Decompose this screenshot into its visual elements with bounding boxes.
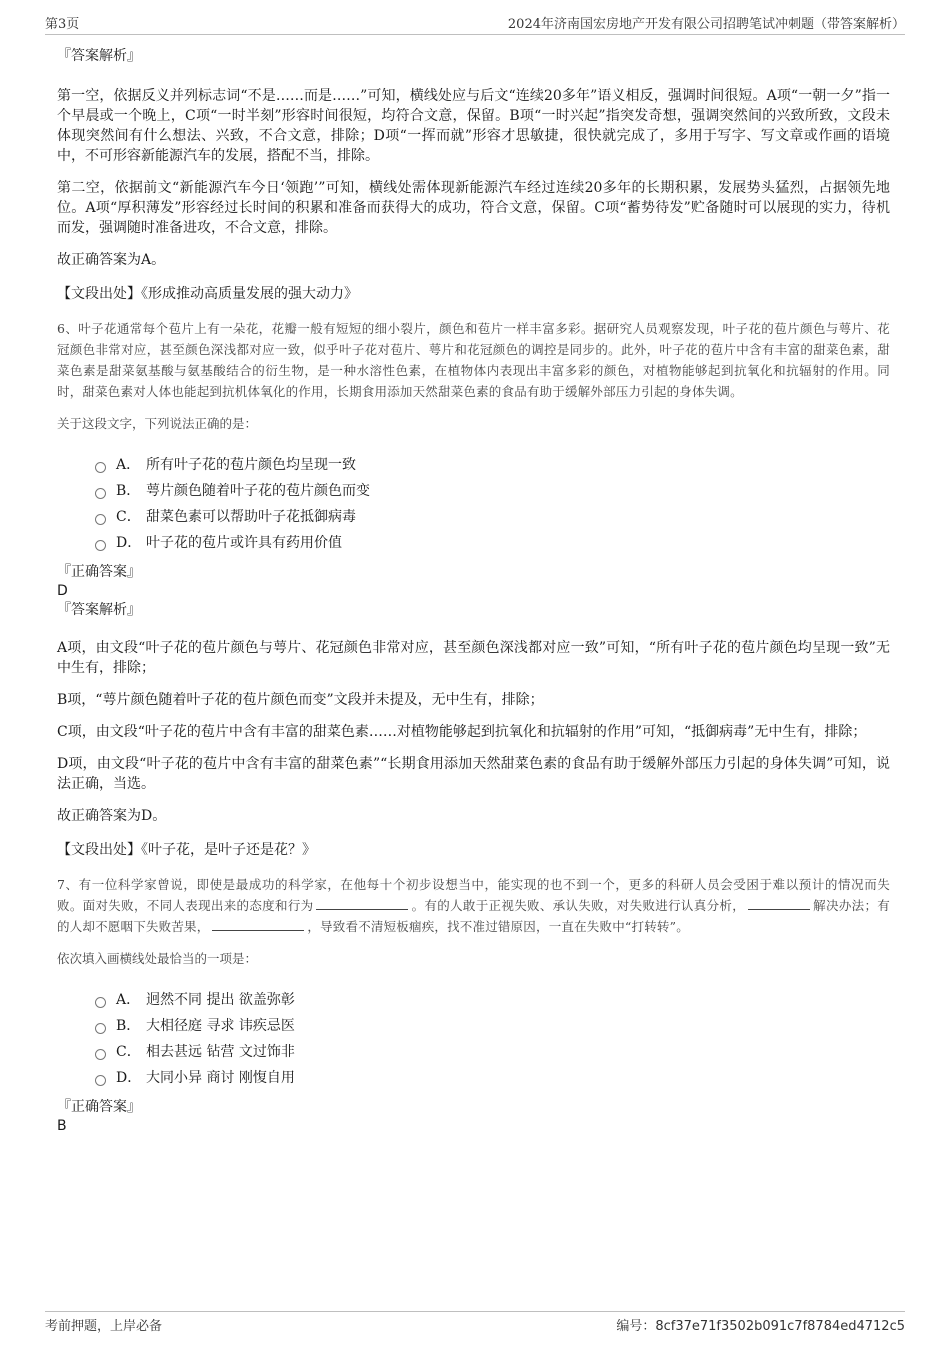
analysis-paragraph: D项，由文段“叶子花的苞片中含有丰富的甜菜色素”“长期食用添加天然甜菜色素的食品有助于缓解外部压力引起的身体失调”可知，说法正确，当选。 bbox=[57, 756, 890, 792]
page-header bbox=[45, 12, 905, 35]
correct-answer: B bbox=[57, 1118, 67, 1134]
option-item[interactable] bbox=[95, 452, 890, 478]
radio-button[interactable] bbox=[95, 462, 106, 473]
option-letter: D． bbox=[116, 1070, 142, 1086]
option-item[interactable] bbox=[95, 530, 890, 556]
option-item[interactable] bbox=[95, 504, 890, 530]
option-letter: B． bbox=[116, 483, 141, 499]
radio-button[interactable] bbox=[95, 540, 106, 551]
question-prompt: 关于这段文字，下列说法正确的是： bbox=[57, 416, 258, 431]
document-title: 2024年济南国宏房地产开发有限公司招聘笔试冲刺题（带答案解析） bbox=[507, 17, 905, 32]
radio-button[interactable] bbox=[95, 1023, 106, 1034]
option-letter: C． bbox=[116, 1044, 141, 1060]
fill-blank bbox=[748, 895, 810, 910]
fill-blank bbox=[212, 916, 304, 931]
option-text: 大同小异 商讨 刚愎自用 bbox=[146, 1070, 295, 1086]
option-text: 相去甚远 钻营 文过饰非 bbox=[146, 1044, 295, 1060]
analysis-paragraph: A项，由文段“叶子花的苞片颜色与萼片、花冠颜色非常对应，甚至颜色深浅都对应一致”可知，“所有叶子花的苞片颜色均呈现一致”无中生有，排除； bbox=[57, 640, 890, 676]
radio-button[interactable] bbox=[95, 1075, 106, 1086]
answer-label: 『正确答案』 bbox=[57, 1099, 141, 1115]
page-content bbox=[57, 46, 890, 1135]
option-item[interactable] bbox=[95, 1013, 890, 1039]
source-citation: 【文段出处】《叶子花，是叶子还是花？》 bbox=[57, 842, 316, 858]
answer-label: 『正确答案』 bbox=[57, 564, 141, 580]
radio-button[interactable] bbox=[95, 1049, 106, 1060]
option-item[interactable] bbox=[95, 1065, 890, 1091]
code-value: 8cf37e71f3502b091c7f8784ed4712c5 bbox=[655, 1319, 905, 1334]
option-letter: C． bbox=[116, 509, 141, 525]
option-list bbox=[95, 452, 890, 556]
analysis-label: 『答案解析』 bbox=[57, 48, 141, 64]
question-text: 6、叶子花通常每个苞片上有一朵花，花瓣一般有短短的细小裂片，颜色和苞片一样丰富多彩。据研究人员观察发现，叶子花的苞片颜色与萼片、花冠颜色非常对应，甚至颜色深浅都对应一致，似乎叶子花对苞片、萼片和花冠颜色的调控是同步的。此外，叶子花的苞片中含有丰富的甜菜色素，甜菜色素是甜菜氨基酸与氨基酸结合的衍生物，是一种水溶性色素，在植物体内表现出丰富多彩的颜色，对植物能够起到抗氧化和抗辐射的作用。同时，甜菜色素对人体也能起到抗机体氧化的作用，长期食用添加天然甜菜色素的食品有助于缓解外部压力引起的身体失调。 bbox=[57, 321, 890, 399]
analysis-paragraph: B项，“萼片颜色随着叶子花的苞片颜色而变”文段并未提及，无中生有，排除； bbox=[57, 692, 544, 708]
question-prompt: 依次填入画横线处最恰当的一项是： bbox=[57, 951, 258, 966]
radio-button[interactable] bbox=[95, 997, 106, 1008]
option-text: 叶子花的苞片或许具有药用价值 bbox=[146, 535, 342, 551]
option-text: 大相径庭 寻求 讳疾忌医 bbox=[146, 1018, 295, 1034]
conclusion: 故正确答案为D。 bbox=[57, 808, 167, 824]
source-citation: 【文段出处】《形成推动高质量发展的强大动力》 bbox=[57, 286, 358, 302]
question-text-part: 7、有一位科学家曾说，即使是最成功的科学家，在他每十个初步设想当中，能实现的也不到一个，更多的科研人员会受困于难以预计的情况而失败。面对失败，不同人表现出来的态度和行为 bbox=[57, 877, 890, 913]
fill-blank bbox=[316, 895, 408, 910]
analysis-paragraph: 第一空，依据反义并列标志词“不是……而是……”可知，横线处应与后文“连续20多年”语义相反，强调时间很短。A项“一朝一夕”指一个早晨或一个晚上，C项“一时半刻”形容时间很短，均符合文意，保留。B项“一时兴起”指突发奇想，强调突然间的兴致所致，文段未体现突然间有什么想法、兴致，不合文意，排除；D项“一挥而就”形容才思敏捷，很快就完成了，多用于写字、写文章或作画的语境中，不可形容新能源汽车的发展，搭配不当，排除。 bbox=[57, 88, 890, 164]
option-letter: D． bbox=[116, 535, 142, 551]
option-item[interactable] bbox=[95, 1039, 890, 1065]
option-letter: A． bbox=[116, 457, 141, 473]
option-letter: B． bbox=[116, 1018, 141, 1034]
analysis-paragraph: C项，由文段“叶子花的苞片中含有丰富的甜菜色素……对植物能够起到抗氧化和抗辐射的作用”可知，“抵御病毒”无中生有，排除； bbox=[57, 724, 867, 740]
option-letter: A． bbox=[116, 992, 141, 1008]
radio-button[interactable] bbox=[95, 514, 106, 525]
option-text: 萼片颜色随着叶子花的苞片颜色而变 bbox=[146, 483, 370, 499]
radio-button[interactable] bbox=[95, 488, 106, 499]
option-item[interactable] bbox=[95, 478, 890, 504]
question-text bbox=[57, 874, 890, 937]
option-text: 甜菜色素可以帮助叶子花抵御病毒 bbox=[146, 509, 356, 525]
document-code bbox=[616, 1315, 905, 1334]
question-text-part: ，导致看不清短板痼疾，找不准过错原因，一直在失败中“打转转”。 bbox=[307, 919, 689, 934]
analysis-label: 『答案解析』 bbox=[57, 602, 141, 618]
page-number: 第3页 bbox=[45, 17, 80, 32]
code-label: 编号： bbox=[616, 1319, 656, 1334]
option-list bbox=[95, 987, 890, 1091]
option-text: 所有叶子花的苞片颜色均呈现一致 bbox=[146, 457, 356, 473]
option-text: 迥然不同 提出 欲盖弥彰 bbox=[146, 992, 295, 1008]
conclusion: 故正确答案为A。 bbox=[57, 252, 166, 268]
footer-slogan: 考前押题，上岸必备 bbox=[45, 1319, 163, 1334]
option-item[interactable] bbox=[95, 987, 890, 1013]
page-footer bbox=[45, 1311, 905, 1334]
question-text-part: 。有的人敢于正视失败、承认失败，对失败进行认真分析， bbox=[411, 898, 746, 913]
correct-answer: D bbox=[57, 583, 68, 599]
question-text-part: 解决办法；有的人却不愿咽下失败苦果， bbox=[57, 898, 890, 934]
analysis-paragraph: 第二空，依据前文“新能源汽车今日‘领跑’”可知，横线处需体现新能源汽车经过连续20多年的长期积累，发展势头猛烈，占据领先地位。A项“厚积薄发”形容经过长时间的积累和准备而获得大的成功，符合文意，保留。C项“蓄势待发”贮备随时可以展现的实力，待机而发，强调随时准备进攻，不合文意，排除。 bbox=[57, 180, 890, 236]
